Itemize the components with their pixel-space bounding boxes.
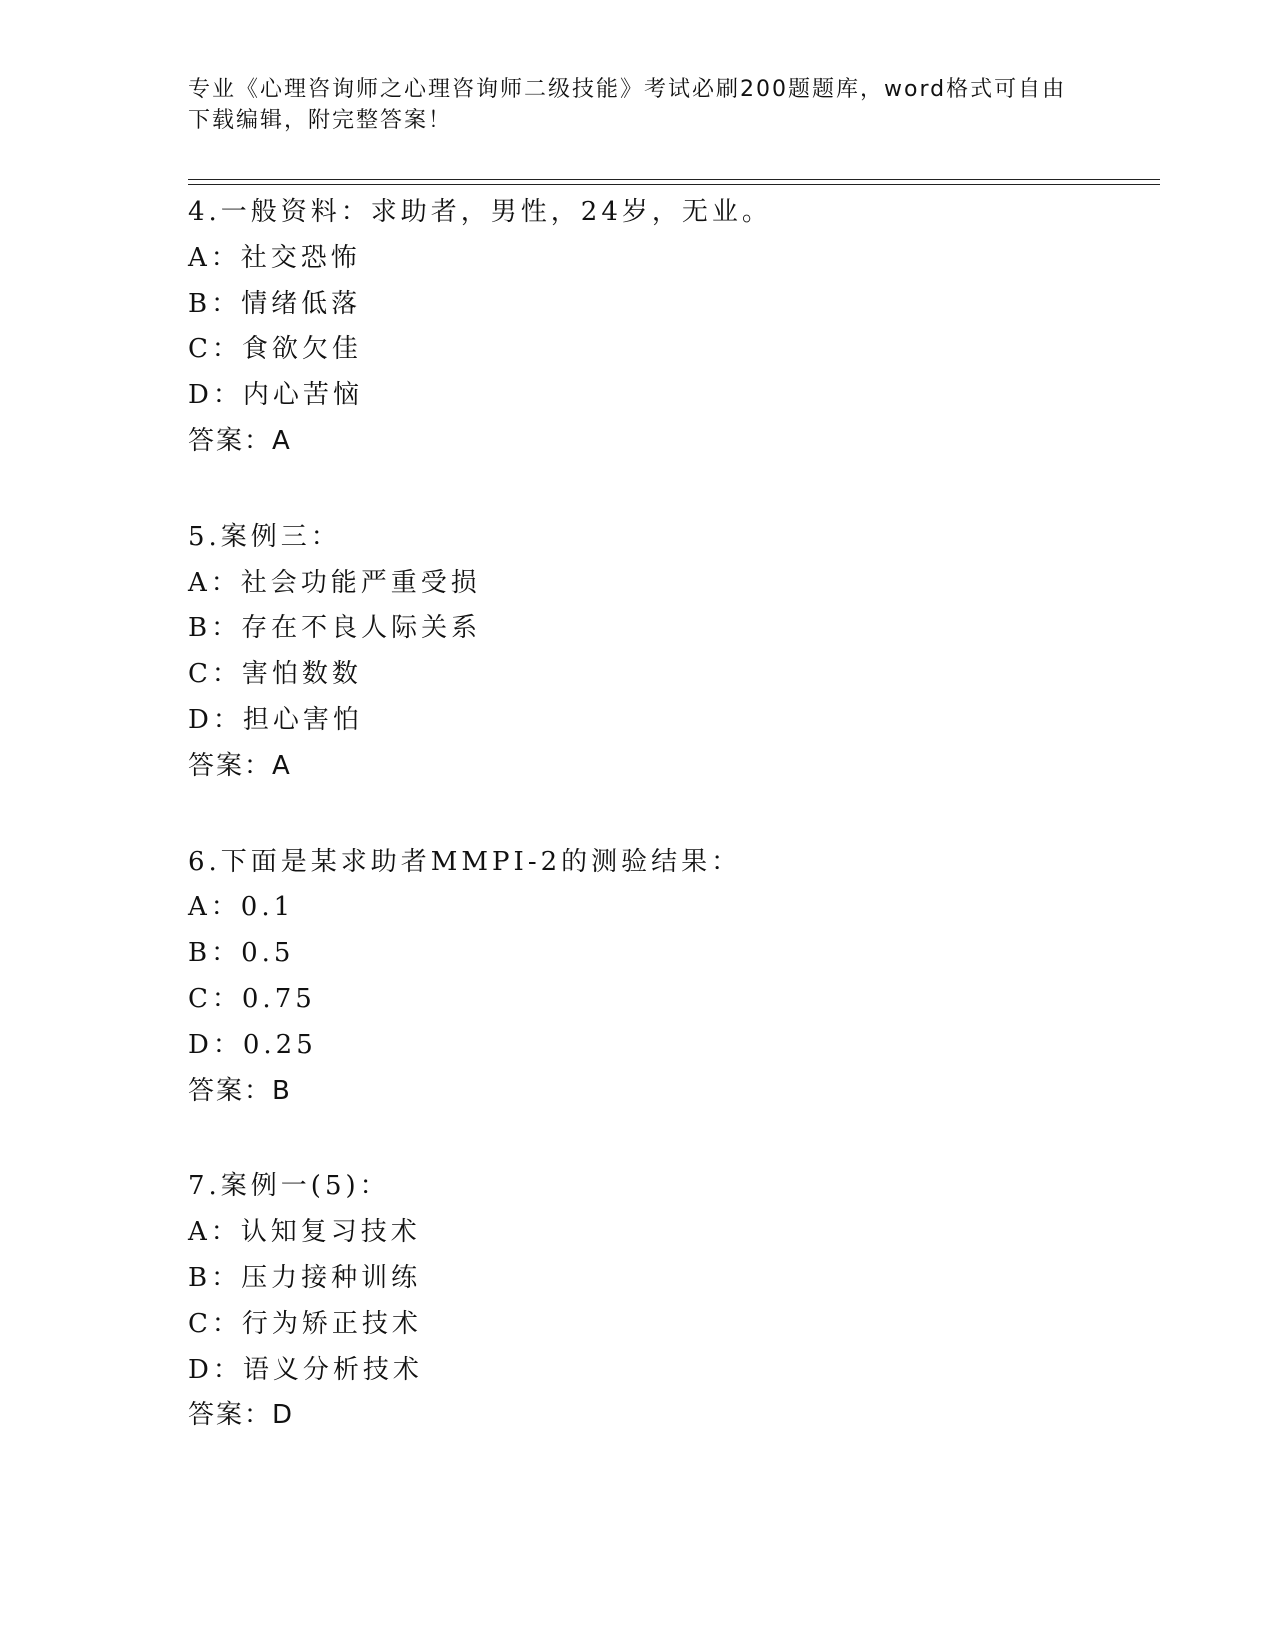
question-block xyxy=(188,1164,1168,1439)
option-c: C：0.75 xyxy=(188,983,316,1014)
answer-line: 答案：A xyxy=(188,750,292,781)
option-b: B：0.5 xyxy=(188,938,295,969)
option-d: D：担心害怕 xyxy=(188,704,363,735)
answer-line: 答案：A xyxy=(188,425,292,456)
question-stem: 7.案例一(5)： xyxy=(188,1171,390,1202)
option-a: A：社交恐怖 xyxy=(188,242,361,273)
option-c: C：食欲欠佳 xyxy=(188,334,362,365)
option-a: A：社会功能严重受损 xyxy=(188,567,481,598)
option-a: A：0.1 xyxy=(188,892,295,923)
answer-line: 答案：B xyxy=(188,1075,292,1106)
option-d: D：语义分析技术 xyxy=(188,1354,423,1385)
option-c: C：行为矫正技术 xyxy=(188,1308,422,1339)
option-b: B：存在不良人际关系 xyxy=(188,613,482,644)
question-stem: 5.案例三： xyxy=(188,521,341,552)
option-b: B：压力接种训练 xyxy=(188,1262,422,1293)
header-divider-top xyxy=(188,179,1160,180)
question-stem: 6.下面是某求助者MMPI-2的测验结果： xyxy=(188,846,742,877)
document-header xyxy=(188,74,1068,136)
option-a: A：认知复习技术 xyxy=(188,1217,421,1248)
header-description: 专业《心理咨询师之心理咨询师二级技能》考试必刷200题题库，word格式可自由下载编辑，附完整答案！ xyxy=(188,77,1067,133)
option-d: D：内心苦恼 xyxy=(188,380,363,411)
question-stem: 4.一般资料：求助者，男性，24岁，无业。 xyxy=(188,197,772,227)
header-divider-bottom xyxy=(188,184,1160,185)
option-c: C：害怕数数 xyxy=(188,659,362,690)
question-list xyxy=(188,190,1168,1489)
answer-line: 答案：D xyxy=(188,1400,295,1431)
option-b: B：情绪低落 xyxy=(188,288,362,319)
question-block xyxy=(188,515,1168,790)
question-block xyxy=(188,190,1168,465)
question-block xyxy=(188,840,1168,1115)
option-d: D：0.25 xyxy=(188,1029,317,1060)
